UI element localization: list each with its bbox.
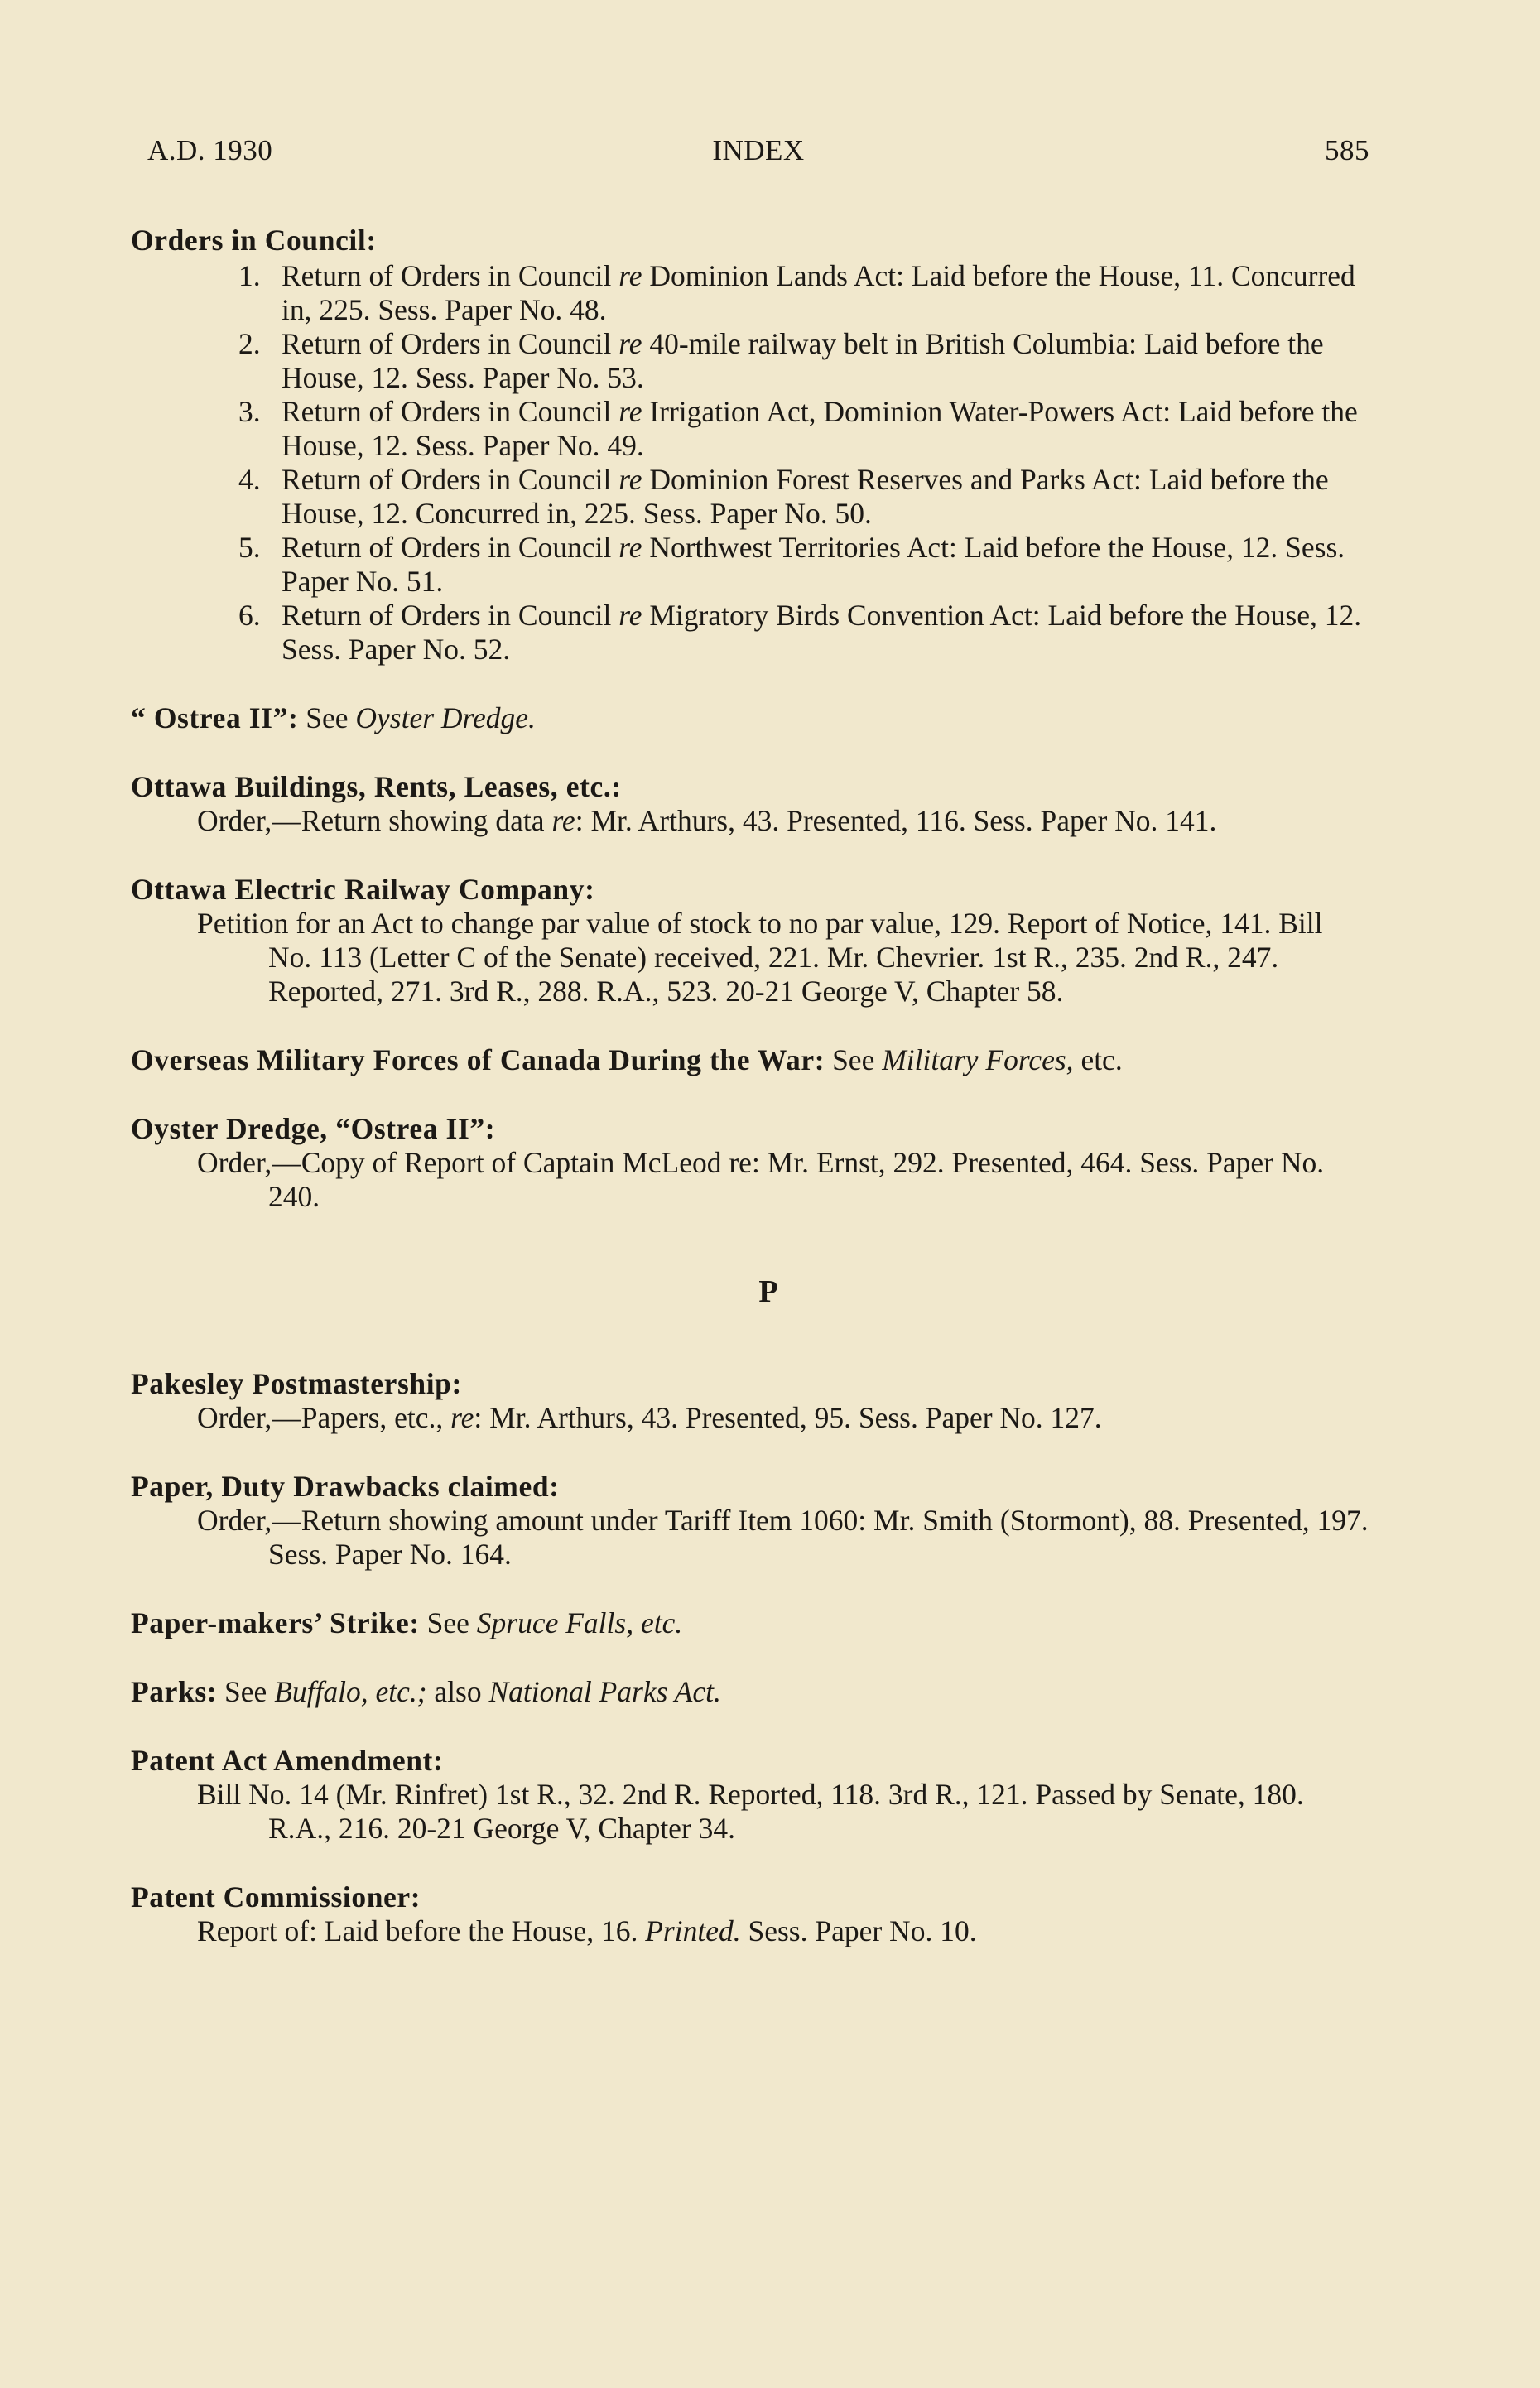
detail-text: Order,—Papers, etc., [197, 1401, 451, 1434]
item-text: Return of Orders in Council [282, 395, 619, 428]
entry-oyster-dredge [131, 1112, 1373, 1214]
item-number: 2. [238, 327, 261, 360]
entry-heading: Orders in Council: [131, 224, 377, 257]
entry-heading: Overseas Military Forces of Canada During the War: [131, 1043, 825, 1076]
item-re: re [618, 599, 642, 632]
item-number: 5. [238, 531, 261, 564]
page-number: 585 [1325, 134, 1369, 166]
list-item [131, 395, 1373, 463]
item-text: Dominion Lands Act: Laid before the House, 11. Concurred in, 225. Sess. Paper No. 48. [282, 259, 1355, 326]
detail-printed: Printed. [645, 1914, 741, 1947]
entry-patent-commissioner [131, 1880, 1373, 1948]
item-text: Return of Orders in Council [282, 327, 619, 360]
item-text: Irrigation Act, Dominion Water-Powers Act: Laid before the House, 12. Sess. Paper No. 49. [282, 395, 1358, 462]
entry-ottawa-electric [131, 873, 1373, 1009]
detail-re: re [551, 804, 575, 837]
item-text: 40-mile railway belt in British Columbia: Laid before the House, 12. Sess. Paper No. 53. [282, 327, 1324, 394]
cross-reference: Spruce Falls, etc. [476, 1606, 683, 1639]
entry-orders-in-council [131, 224, 1373, 667]
item-number: 1. [238, 259, 261, 292]
entry-detail: Order,—Copy of Report of Captain McLeod re: Mr. Ernst, 292. Presented, 464. Sess. Paper No. 240. [197, 1146, 1325, 1213]
index-body [131, 224, 1373, 1983]
header-title: INDEX [712, 134, 805, 166]
list-item [131, 327, 1373, 395]
entry-heading: Oyster Dredge, “Ostrea II”: [131, 1112, 496, 1145]
item-text: Northwest Territories Act: Laid before the House, 12. Sess. Paper No. 51. [282, 531, 1345, 598]
entry-paper-makers [131, 1606, 1373, 1640]
entry-detail [131, 1401, 1373, 1435]
entry-heading: “ Ostrea II”: [131, 701, 299, 734]
item-re: re [618, 531, 642, 564]
entry-paper-duty [131, 1470, 1373, 1572]
item-number: 3. [238, 395, 261, 428]
entry-overseas [131, 1043, 1373, 1077]
see-label: See [426, 1606, 469, 1639]
cross-reference-tail: etc. [1080, 1043, 1123, 1076]
entry-heading: Ottawa Electric Railway Company: [131, 873, 595, 906]
item-number: 4. [238, 463, 261, 496]
header-year: A.D. 1930 [147, 134, 273, 166]
detail-text: Sess. Paper No. 10. [740, 1914, 977, 1947]
list-item [131, 259, 1373, 327]
entry-detail [131, 804, 1373, 838]
see-label: See [224, 1675, 267, 1708]
entry-heading: Paper, Duty Drawbacks claimed: [131, 1470, 560, 1503]
entry-detail: Bill No. 14 (Mr. Rinfret) 1st R., 32. 2nd R. Reported, 118. 3rd R., 121. Passed by Senate, 180. R.A., 216. 20-21 George V, Chapter 34. [197, 1778, 1304, 1845]
cross-reference: Buffalo, etc.; [274, 1675, 427, 1708]
entry-detail [131, 1914, 1373, 1948]
entry-patent-act [131, 1744, 1373, 1846]
cross-reference: National Parks Act. [488, 1675, 721, 1708]
item-number: 6. [238, 599, 261, 632]
entry-heading: Ottawa Buildings, Rents, Leases, etc.: [131, 770, 622, 803]
section-letter: P [758, 1274, 778, 1309]
entry-detail: Petition for an Act to change par value of stock to no par value, 129. Report of Notice, 141. Bill No. 113 (Letter C of the Senate) received, 221. Mr. Chevrier. 1st R., 235. 2nd R., 247. Reported, 271. 3rd R., 288. R.A., 523. 20-21 George V, Chapter 58. [197, 907, 1323, 1008]
also-label: also [434, 1675, 482, 1708]
see-label: See [306, 701, 349, 734]
item-text: Dominion Forest Reserves and Parks Act: Laid before the House, 12. Concurred in, 225. Sess. Paper No. 50. [282, 463, 1329, 530]
item-text: Return of Orders in Council [282, 463, 619, 496]
entry-heading: Patent Commissioner: [131, 1880, 421, 1914]
entry-detail: Order,—Return showing amount under Tariff Item 1060: Mr. Smith (Stormont), 88. Presented, 197. Sess. Paper No. 164. [197, 1504, 1369, 1571]
item-re: re [618, 463, 642, 496]
entry-heading: Pakesley Postmastership: [131, 1367, 462, 1400]
detail-text: Report of: Laid before the House, 16. [197, 1914, 646, 1947]
list-item [131, 599, 1373, 667]
item-text: Return of Orders in Council [282, 599, 619, 632]
entry-pakesley [131, 1367, 1373, 1435]
page-header [147, 134, 1369, 176]
detail-text: : Mr. Arthurs, 43. Presented, 95. Sess. Paper No. 127. [474, 1401, 1102, 1434]
entry-heading: Patent Act Amendment: [131, 1744, 444, 1777]
item-re: re [618, 259, 642, 292]
detail-text: Order,—Return showing data [197, 804, 552, 837]
list-item [131, 531, 1373, 599]
item-text: Return of Orders in Council [282, 259, 619, 292]
entry-ottawa-buildings [131, 770, 1373, 838]
item-re: re [618, 395, 642, 428]
detail-re: re [450, 1401, 474, 1434]
numbered-list [131, 259, 1373, 667]
entry-heading: Parks: [131, 1675, 218, 1708]
see-label: See [832, 1043, 875, 1076]
item-text: Migratory Birds Convention Act: Laid before the House, 12. Sess. Paper No. 52. [282, 599, 1362, 666]
entry-heading: Paper-makers’ Strike: [131, 1606, 420, 1639]
cross-reference: Oyster Dredge. [355, 701, 536, 734]
entry-ostrea [131, 701, 1373, 735]
list-item [131, 463, 1373, 531]
cross-reference: Military Forces, [882, 1043, 1074, 1076]
detail-text: : Mr. Arthurs, 43. Presented, 116. Sess. Paper No. 141. [575, 804, 1217, 837]
item-text: Return of Orders in Council [282, 531, 619, 564]
entry-parks [131, 1675, 1373, 1709]
item-re: re [618, 327, 642, 360]
